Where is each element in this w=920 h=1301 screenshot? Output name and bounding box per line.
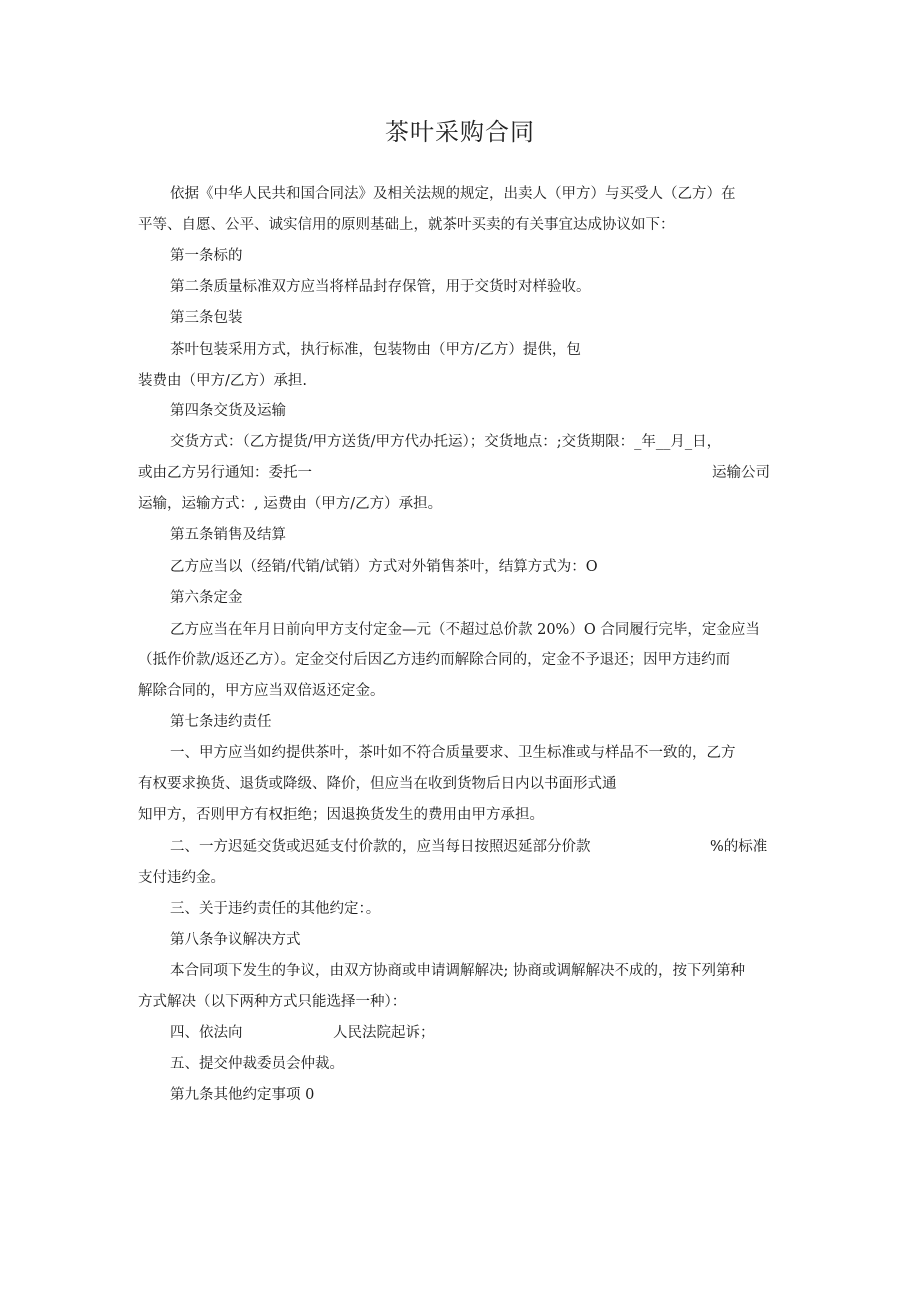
paragraph-line: 四、依法向 (170, 1025, 243, 1041)
article-heading: 第八条争议解决方式 (170, 932, 301, 948)
paragraph-line: 运输，运输方式：, 运费由（甲方/乙方）承担。 (138, 496, 443, 512)
article-heading: 第六条定金 (170, 590, 243, 606)
paragraph-line: 二、一方迟延交货或迟延支付价款的，应当每日按照迟延部分价款 (170, 839, 591, 855)
paragraph-line: 乙方应当在年月日前向甲方支付定金—元（不超过总价款 20%）O 合同履行完毕，定金应当 (170, 622, 760, 638)
paragraph-line: 解除合同的，甲方应当双倍返还定金。 (138, 683, 385, 699)
article-heading: 第九条其他约定事项 0 (170, 1087, 315, 1103)
paragraph-line: （抵作价款/返还乙方）。定金交付后因乙方违约而解除合同的，定金不予退还；因甲方违约而 (138, 652, 731, 668)
article-heading: 第三条包装 (170, 310, 243, 326)
paragraph-line: 有权要求换货、退货或降级、降价，但应当在收到货物后日内以书面形式通 (138, 776, 617, 792)
article-heading: 第一条标的 (170, 248, 243, 264)
paragraph-line: 平等、自愿、公平、诚实信用的原则基础上，就茶叶买卖的有关事宜达成协议如下： (138, 217, 675, 233)
blank-fill-fragment: 人民法院起诉； (333, 1025, 435, 1041)
blank-fill-fragment: 运输公司 (712, 465, 770, 481)
article-heading: 第四条交货及运输 (170, 403, 286, 419)
paragraph-line: 第二条质量标准双方应当将样品封存保管，用于交货时对样验收。 (170, 279, 591, 295)
page-title: 茶叶采购合同 (385, 118, 535, 146)
paragraph-line: 一、甲方应当如约提供茶叶，茶叶如不符合质量要求、卫生标准或与样品不一致的，乙方 (170, 745, 736, 761)
paragraph-line: 本合同项下发生的争议，由双方协商或申请调解解决; 协商或调解解决不成的，按下列第种 (170, 963, 745, 979)
paragraph-line: 三、关于违约责任的其他约定：。 (170, 901, 381, 917)
article-heading: 第五条销售及结算 (170, 527, 286, 543)
paragraph-line: 交货方式：（乙方提货/甲方送货/甲方代办托运）；交货地点：;交货期限：_年__月_日， (170, 434, 722, 450)
paragraph-line: 装费由（甲方/乙方）承担. (138, 373, 307, 389)
paragraph-line: 茶叶包装采用方式，执行标准，包装物由（甲方/乙方）提供，包 (170, 342, 581, 358)
blank-fill-fragment: %的标准 (710, 839, 768, 855)
paragraph-line: 知甲方，否则甲方有权拒绝；因退换货发生的费用由甲方承担。 (138, 807, 544, 823)
article-heading: 第七条违约责任 (170, 714, 272, 730)
paragraph-line: 方式解决（以下两种方式只能选择一种）： (138, 994, 407, 1010)
paragraph-line: 乙方应当以（经销/代销/试销）方式对外销售茶叶，结算方式为：O (170, 559, 598, 575)
paragraph-line: 支付违约金。 (138, 870, 225, 886)
paragraph-line: 五、提交仲裁委员会仲裁。 (170, 1056, 344, 1072)
paragraph-line: 或由乙方另行通知：委托一 (138, 465, 312, 481)
paragraph-line: 依据《中华人民共和国合同法》及相关法规的规定，出卖人（甲方）与买受人（乙方）在 (170, 186, 736, 202)
